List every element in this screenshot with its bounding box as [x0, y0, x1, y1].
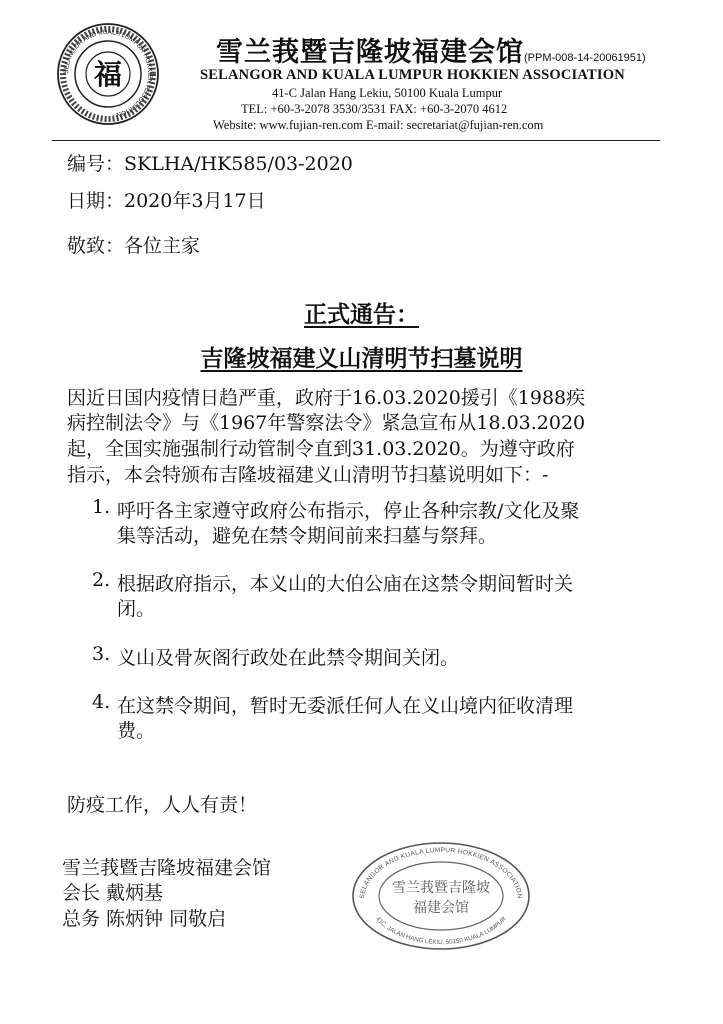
org-name-cn-text: 雪兰莪暨吉隆坡福建会馆: [216, 37, 524, 68]
tel-fax-line: TEL: +60-3-2078 3530/3531 FAX: +60-3-2070 4612: [241, 102, 508, 116]
item-number: 1.: [92, 496, 111, 518]
intro-line: 起，全国实施强制行动管制令直到31.03.2020。为遵守政府: [67, 438, 575, 460]
notice-subtitle: 吉隆坡福建义山清明节扫墓说明: [200, 345, 523, 372]
stamp-bottom-text: 41C, JALAN HANG LEKIU, 50150 KUALA LUMPUR: [374, 915, 508, 947]
association-stamp: [350, 840, 532, 952]
item-text-line: 费。: [117, 720, 156, 742]
logo-character: 福: [93, 58, 123, 91]
item-text-line: 集等活动，避免在禁令期间前来扫墓与祭拜。: [117, 525, 498, 547]
item-number: 4.: [92, 691, 111, 713]
address-line: 41-C Jalan Hang Lekiu, 50100 Kuala Lumpur: [272, 86, 503, 100]
registration-number: (PPM-008-14-20061951): [524, 52, 646, 64]
item-number: 2.: [92, 569, 111, 591]
item-text-line: 根据政府指示，本义山的大伯公庙在这禁令期间暂时关: [117, 573, 574, 595]
stamp-center-line2: 福建会馆: [413, 900, 469, 916]
item-text-line: 在这禁令期间，暂时无委派任何人在义山境内征收清理: [117, 695, 574, 717]
intro-line: 因近日国内疫情日趋严重，政府于16.03.2020援引《1988疾: [67, 387, 586, 409]
recipient-line: 敬致：各位主家: [67, 235, 201, 257]
stamp-center-line1: 雪兰莪暨吉隆坡: [392, 880, 490, 896]
slogan: 防疫工作，人人有责！: [67, 794, 258, 816]
association-logo: [56, 22, 160, 126]
intro-line: 指示，本会特颁布吉隆坡福建义山清明节扫墓说明如下：-: [67, 464, 549, 486]
header-divider: [52, 140, 660, 141]
website-email-line: Website: www.fujian-ren.com E-mail: secretariat@fujian-ren.com: [213, 118, 544, 132]
notice-title: 正式通告：: [304, 301, 419, 328]
reference-number: 编号：SKLHA/HK585/03-2020: [67, 153, 353, 175]
signature-secretary: 总务 陈炳钟 同敬启: [62, 908, 227, 930]
item-text-line: 义山及骨灰阁行政处在此禁令期间关闭。: [117, 647, 460, 669]
logo-ring-text: SELANGOR AND KUALA LUMPUR HOKKIEN ASSOCIATION: [62, 28, 154, 119]
item-text-line: 闭。: [117, 598, 156, 620]
stamp-top-text: SELANGOR AND KUALA LUMPUR HOKKIEN ASSOCIATION: [358, 846, 524, 900]
letter-date: 日期：2020年3月17日: [67, 190, 266, 212]
intro-line: 病控制法令》与《1967年警察法令》紧急宣布从18.03.2020: [67, 412, 586, 434]
org-name-english: SELANGOR AND KUALA LUMPUR HOKKIEN ASSOCIATION: [200, 67, 625, 83]
org-name-chinese: [216, 30, 646, 69]
signature-org: 雪兰莪暨吉隆坡福建会馆: [62, 857, 272, 879]
item-number: 3.: [92, 643, 111, 665]
item-text-line: 呼吁各主家遵守政府公布指示，停止各种宗教/文化及聚: [117, 500, 580, 522]
signature-president: 会长 戴炳基: [62, 882, 164, 904]
